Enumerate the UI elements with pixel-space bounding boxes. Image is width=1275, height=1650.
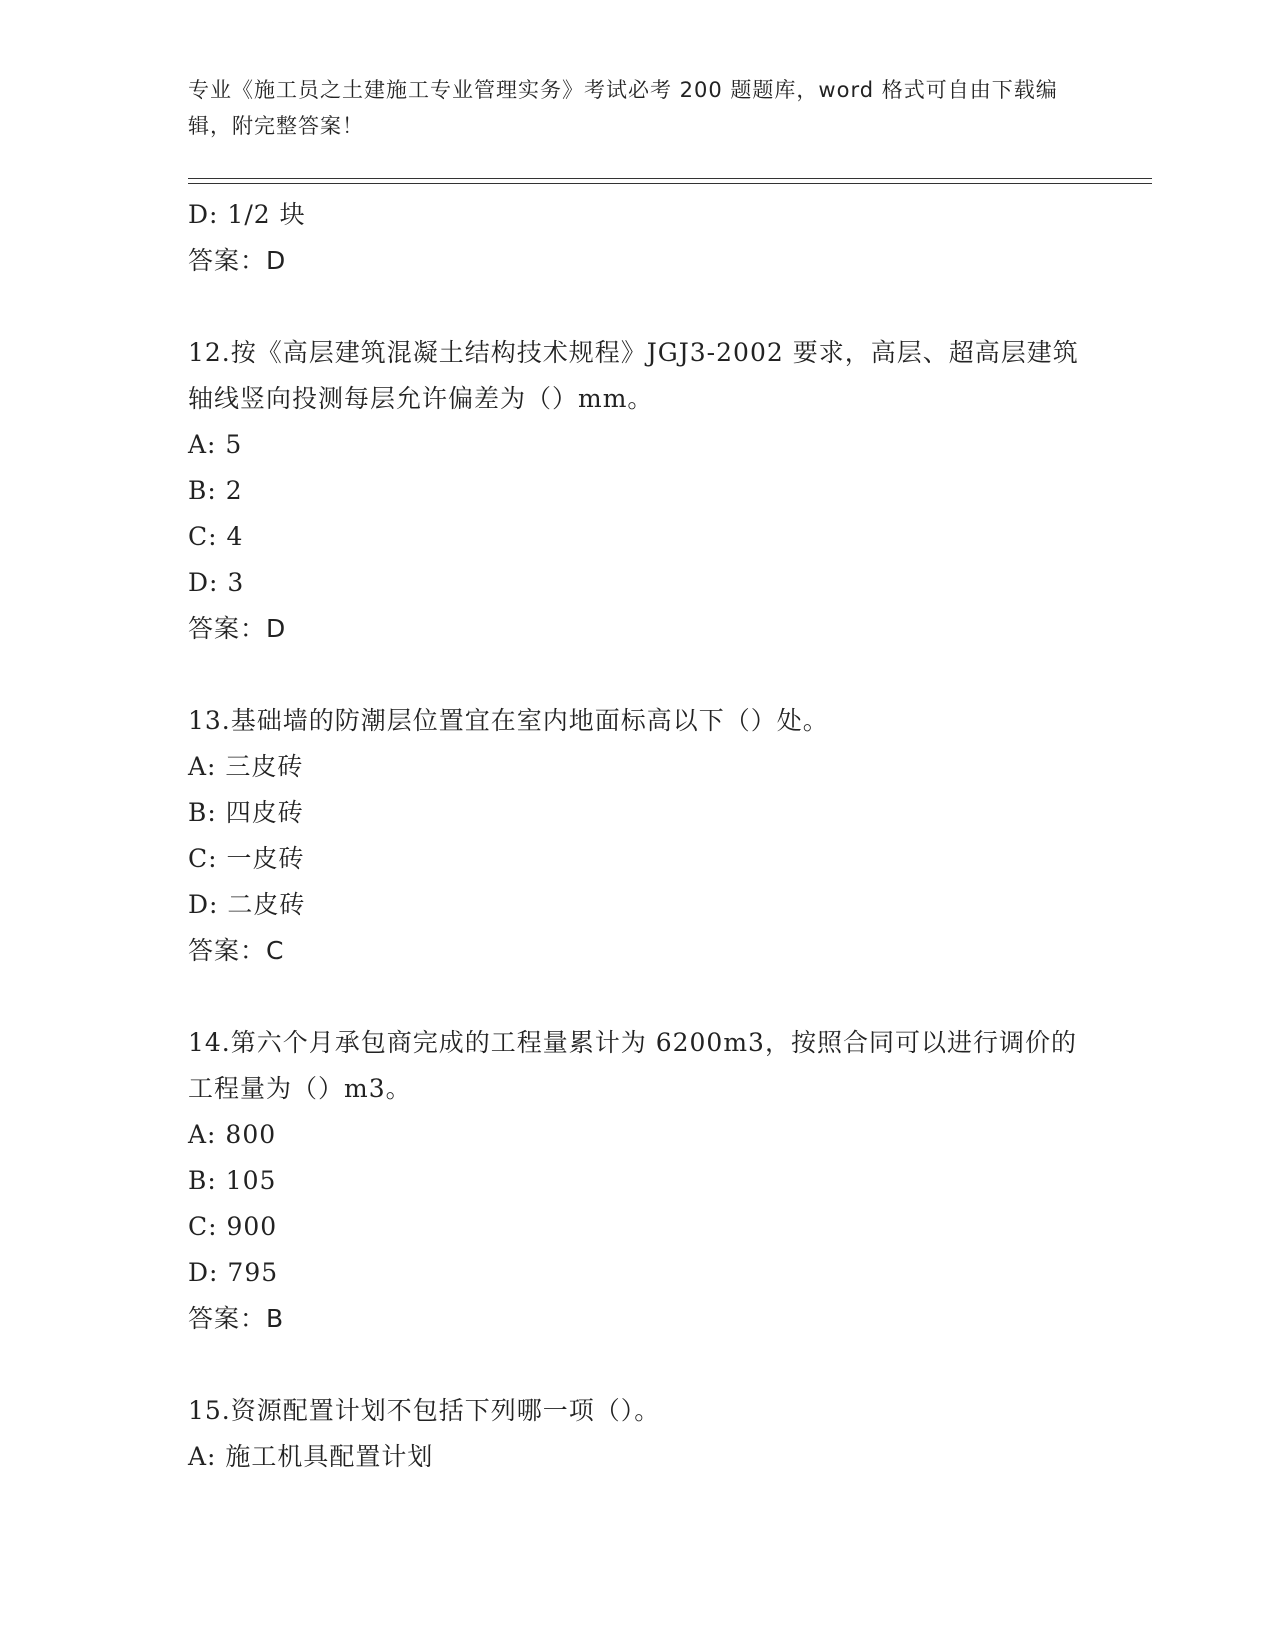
question-stem: 15.资源配置计划不包括下列哪一项（）。 [188,1396,661,1425]
question-14 [188,1020,1088,1342]
option-b: B: 105 [188,1166,277,1195]
header-rule-top [188,178,1152,179]
option-c: C: 900 [188,1212,278,1241]
option-d-previous: D: 1/2 块 [188,200,306,229]
answer: 答案：D [188,614,287,643]
question-13 [188,698,1088,974]
answer: 答案：C [188,936,285,965]
option-d: D: 795 [188,1258,279,1287]
option-d: D: 3 [188,568,245,597]
answer-previous: 答案：D [188,246,287,275]
document-header: 专业《施工员之土建施工专业管理实务》考试必考 200 题题库，word 格式可自由下载编辑，附完整答案！ [188,78,1058,138]
question-stem: 13.基础墙的防潮层位置宜在室内地面标高以下（）处。 [188,706,829,735]
option-b: B: 2 [188,476,243,505]
option-a: A: 三皮砖 [188,752,304,781]
header-rule-bottom [188,183,1152,184]
question-stem: 12.按《高层建筑混凝土结构技术规程》JGJ3-2002 要求，高层、超高层建筑轴线竖向投测每层允许偏差为（）mm。 [188,338,1079,413]
option-a: A: 800 [188,1120,277,1149]
question-15 [188,1388,1088,1480]
option-c: C: 一皮砖 [188,844,305,873]
question-12 [188,330,1088,652]
document-body [188,192,1088,1480]
option-b: B: 四皮砖 [188,798,304,827]
option-c: C: 4 [188,522,244,551]
option-a: A: 施工机具配置计划 [188,1442,434,1471]
option-a: A: 5 [188,430,243,459]
option-d: D: 二皮砖 [188,890,306,919]
answer: 答案：B [188,1304,285,1333]
question-stem: 14.第六个月承包商完成的工程量累计为 6200m3，按照合同可以进行调价的工程量为（）m3。 [188,1028,1077,1103]
